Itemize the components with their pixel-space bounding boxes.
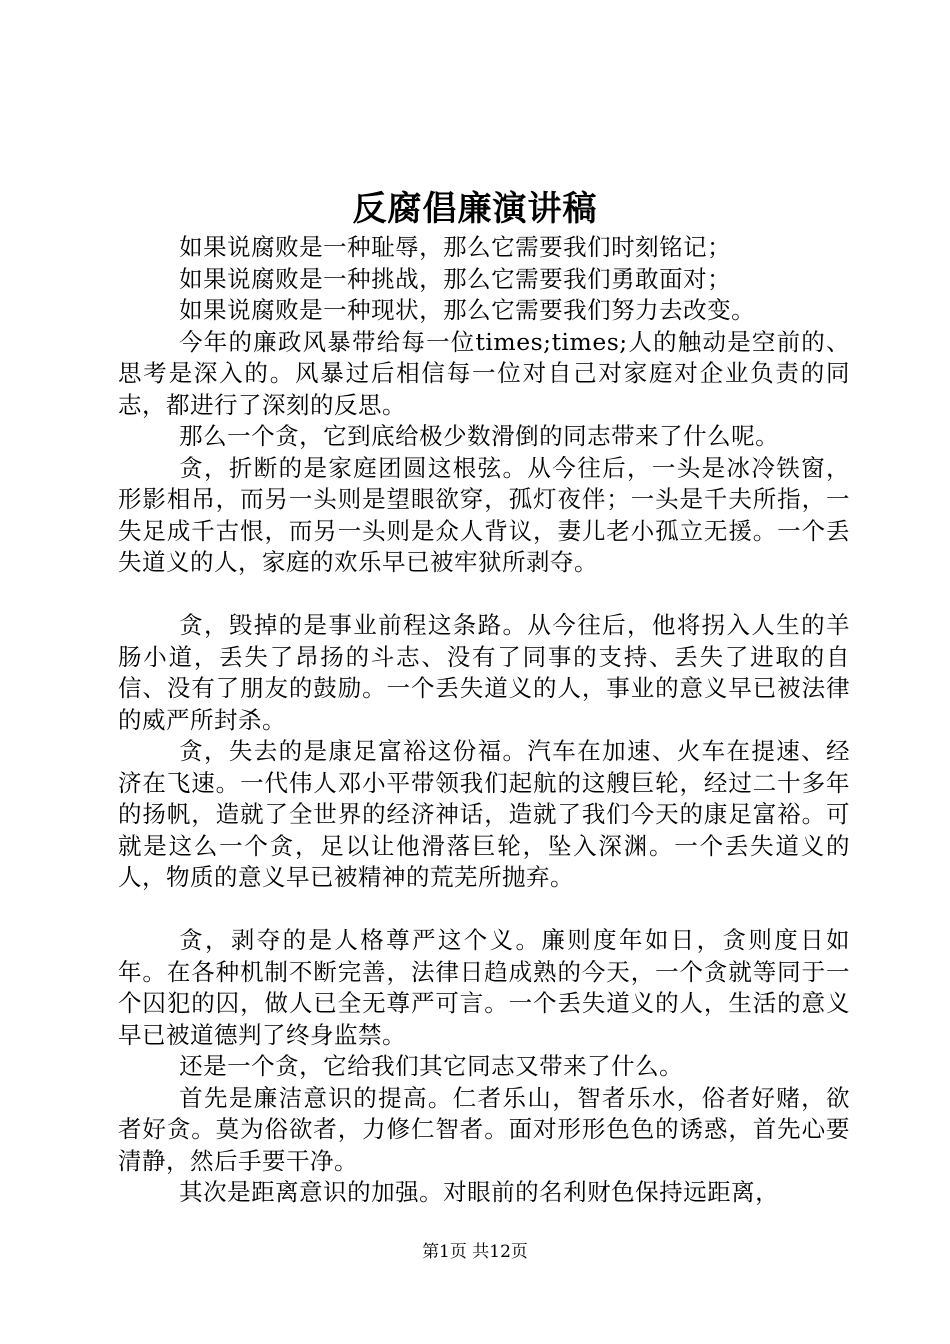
paragraph: 首先是廉洁意识的提高。仁者乐山，智者乐水，俗者好赌，欲者好贪。莫为俗欲者，力修仁智者。面对形形色色的诱惑，首先心要清静，然后手要干净。 (118, 1083, 850, 1175)
paragraph: 贪，剥夺的是人格尊严这个义。廉则度年如日，贪则度日如年。在各种机制不断完善，法律日趋成熟的今天，一个贪就等同于一个囚犯的囚，做人已全无尊严可言。一个丢失道义的人，生活的意义早已被道德判了终身监禁。 (118, 926, 850, 1049)
paragraph: 贪，折断的是家庭团圆这根弦。从今往后，一头是冰冷铁窗，形影相吊，而另一头则是望眼欲穿，孤灯夜伴；一头是千夫所指，一失足成千古恨，而另一头则是众人背议，妻儿老小孤立无援。一个丢失道义的人，家庭的欢乐早已被牢狱所剥夺。 (118, 453, 850, 576)
paragraph: 如果说腐败是一种挑战，那么它需要我们勇敢面对； (179, 264, 732, 293)
paragraph: 贪，毁掉的是事业前程这条路。从今往后，他将拐入人生的羊肠小道，丢失了昂扬的斗志、没有了同事的支持、丢失了进取的自信、没有了朋友的鼓励。一个丢失道义的人，事业的意义早已被法律的威严所封杀。 (118, 611, 850, 734)
page-footer: 第1页 共12页 (422, 1242, 528, 1262)
paragraph: 如果说腐败是一种现状，那么它需要我们努力去改变。 (179, 296, 756, 324)
paragraph: 那么一个贪，它到底给极少数滑倒的同志带来了什么呢。 (179, 422, 780, 450)
paragraph: 其次是距离意识的加强。对眼前的名利财色保持远距离， (179, 1178, 780, 1206)
paragraph: 贪，失去的是康足富裕这份福。汽车在加速、火车在提速、经济在飞速。一代伟人邓小平带领我们起航的这艘巨轮，经过二十多年的扬帆，造就了全世界的经济神话，造就了我们今天的康足富裕。可就是这么一个贪，足以让他滑落巨轮，坠入深渊。一个丢失道义的人，物质的意义早已被精神的荒芜所抛弃。 (118, 737, 850, 891)
paragraph: 今年的廉政风暴带给每一位times;times;人的触动是空前的、思考是深入的。风暴过后相信每一位对自己对家庭对企业负责的同志，都进行了深刻的反思。 (118, 327, 850, 419)
document-body (118, 232, 850, 1209)
document-title: 反腐倡廉演讲稿 (352, 189, 598, 229)
paragraph: 还是一个贪，它给我们其它同志又带来了什么。 (179, 1052, 684, 1080)
paragraph: 如果说腐败是一种耻辱，那么它需要我们时刻铭记； (179, 233, 732, 261)
